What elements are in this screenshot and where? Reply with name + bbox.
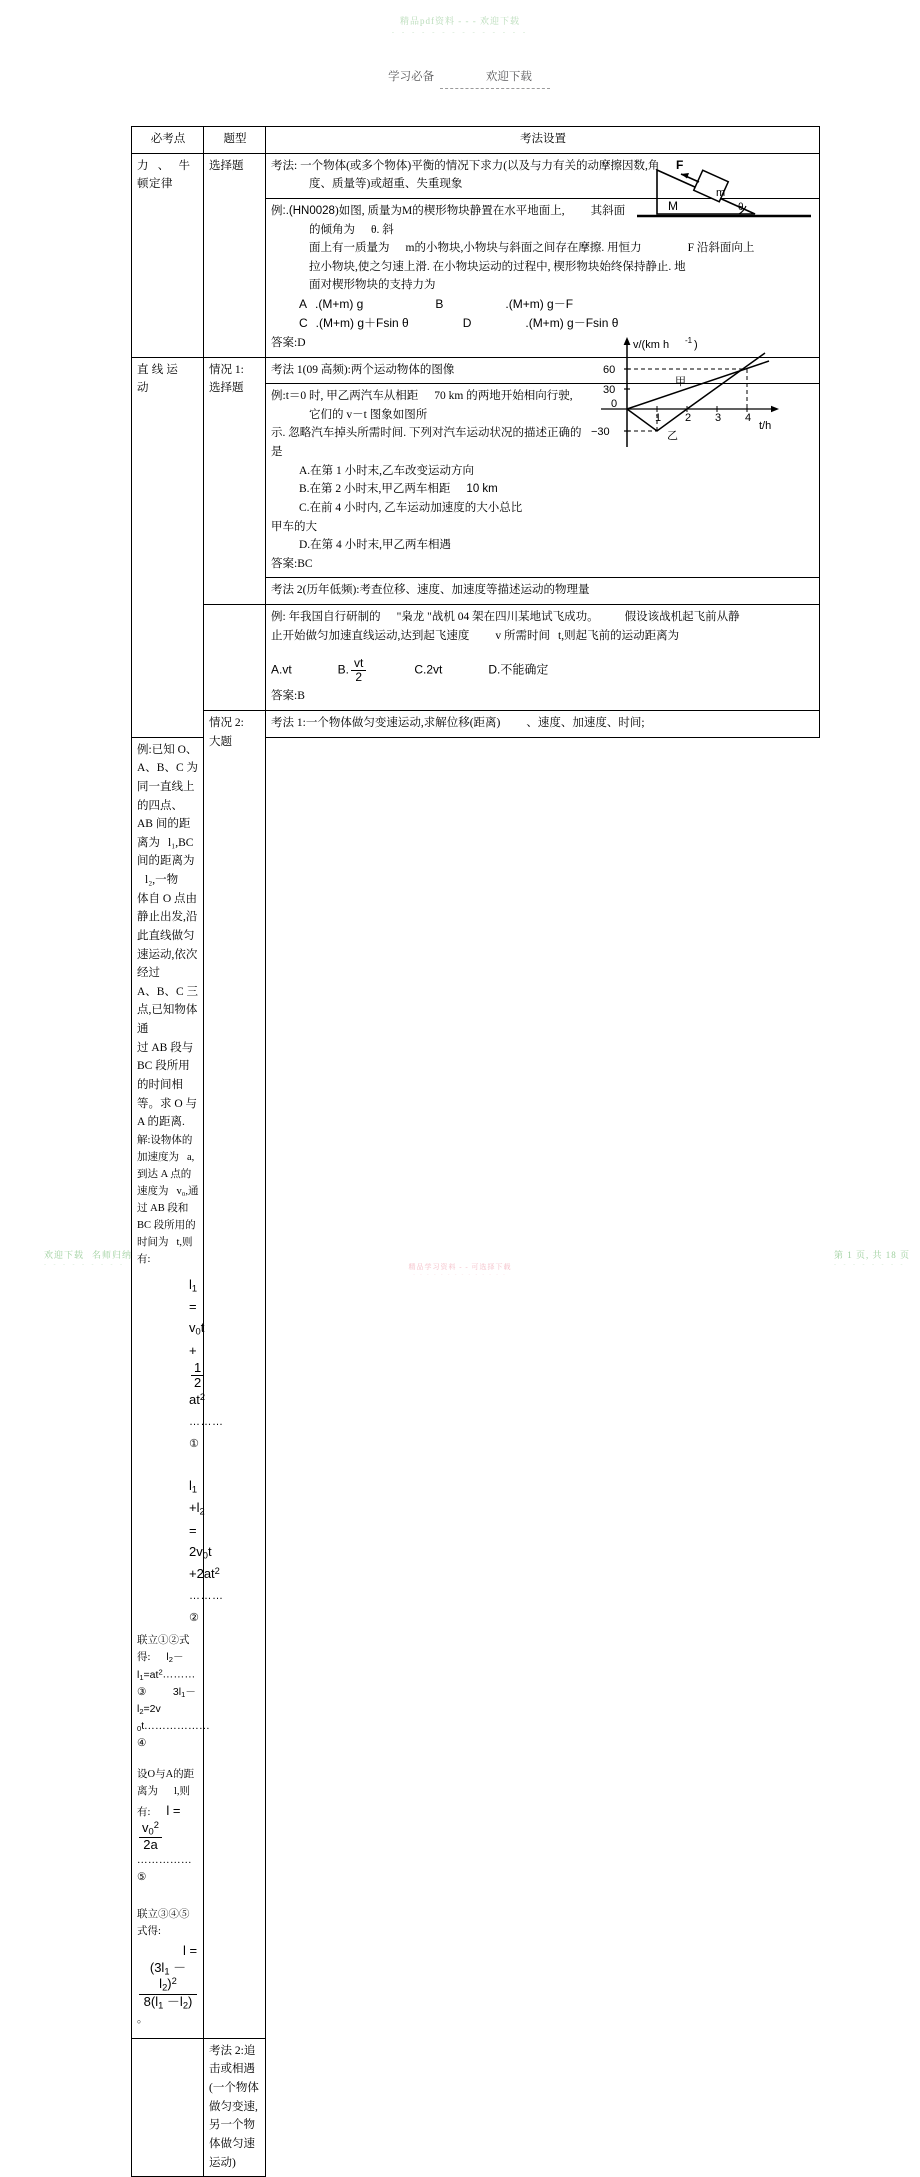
- option-c-label: C: [299, 316, 308, 331]
- equation-1: $l_1 = v_0t$ + $\frac{1}{2}$ $at^2$: [189, 1276, 206, 1408]
- case1-option-c: C.在前 4 小时内, 乙车运动加速度的大小总比: [299, 501, 523, 514]
- option-c-text: .(M+m) g＋Fsin θ: [315, 316, 409, 331]
- equation-3: $l_2-l_1=at^2$: [137, 1651, 184, 1682]
- svg-text:t/h: t/h: [759, 420, 772, 433]
- case1-option-b: [271, 480, 815, 499]
- category-force-newton: [132, 153, 204, 357]
- answer-line-1: 答案:D: [271, 336, 306, 349]
- case1-answer2: 答案:B: [271, 690, 305, 703]
- case2-ex-e: 体自 O 点由静止出发,沿此直线做匀速运动,依次经过: [137, 892, 198, 980]
- case2-ex-line1: [137, 741, 199, 890]
- case2-label-line2: 大题: [209, 735, 232, 748]
- case1-ex-text-a: 例:t＝0 时, 甲乙两汽车从相距: [271, 390, 419, 403]
- svg-text:1: 1: [655, 412, 662, 425]
- case1-ex2-e: v 所需时间: [495, 629, 550, 642]
- option-row-ab: [271, 295, 815, 314]
- svg-text:v/(km h: v/(km h: [633, 339, 670, 352]
- case1-option-b-value: 10 km: [466, 483, 498, 496]
- case1-ex2-f: t,则起飞前的运动距离为: [558, 629, 680, 642]
- force-label-F: F: [676, 157, 684, 172]
- case1-option-b-text: B.在第 2 小时末,甲乙两车相距: [299, 483, 451, 496]
- case2-kaofa1-b: 、速度、加速度、时间;: [526, 717, 645, 730]
- wedge-label-M: M: [668, 198, 678, 213]
- svg-text:60: 60: [603, 364, 616, 377]
- top-watermark-text: 精品pdf资料 - - - 欢迎下载: [400, 16, 520, 26]
- footer-left-text-b: 名师归纳: [92, 1250, 133, 1260]
- case1-option-d: D.在第 4 小时末,甲乙两车相遇: [299, 539, 452, 552]
- equation-row-3: [137, 1766, 199, 1886]
- example-line-2: [271, 239, 815, 258]
- case2-ex-line2: [137, 890, 199, 1039]
- example-text-2b: m的小物块,小物块与斜面之间存在摩擦. 用恒力: [405, 242, 642, 255]
- case2-ex-f: A、B、C 三点,已知物体通: [137, 985, 199, 1036]
- fraction-one-half: $\frac{1}{2}$: [191, 1361, 204, 1389]
- case1-ex-text-c: 它们的 v－t 图象如图所: [309, 408, 428, 421]
- svg-text:-1: -1: [685, 336, 693, 346]
- svg-text:4: 4: [745, 412, 752, 425]
- equation-6-intro: 联立③④⑤式得:: [137, 1909, 190, 1938]
- case1-spacer-label: [204, 605, 266, 711]
- equation-6-tail: 。: [137, 2013, 148, 2025]
- svg-text:3: 3: [715, 412, 722, 425]
- equation-row-4: [137, 1906, 199, 2028]
- option-b-label: B: [435, 297, 444, 311]
- header-divider: [440, 88, 550, 89]
- case1-kaofa2-cell: 考法 2(历年低频):考查位移、速度、加速度等描述运动的物理量: [266, 578, 820, 605]
- case1-kaofa1-cell: 考法 1(09 高频):两个运动物体的图像: [266, 357, 820, 384]
- option-a-text: .(M+m) g: [315, 297, 364, 311]
- option-d-text: .(M+m) g－Fsin θ: [525, 316, 619, 331]
- angle-label-theta: θ: [738, 201, 744, 213]
- svg-text:甲: 甲: [675, 376, 686, 389]
- top-watermark: [0, 14, 920, 36]
- bottom-watermark-dots: - - - - - - - - - - - - - -: [413, 1273, 507, 1278]
- svg-text:): ): [694, 339, 698, 352]
- equation-5-tag: ……………⑤: [137, 1855, 192, 1884]
- footer-left-text-a: 欢迎下载: [44, 1250, 85, 1260]
- svg-text:−30: −30: [591, 426, 610, 439]
- example-text-2a: 面上有一质量为: [309, 242, 390, 255]
- case2-label: [204, 711, 266, 2039]
- svg-text:30: 30: [603, 384, 616, 397]
- option-b-text: .(M+m) g－F: [505, 297, 574, 311]
- header-cell-category: 必考点: [132, 127, 204, 154]
- velocity-time-graph: [589, 335, 815, 457]
- case1-ex2-line2: [271, 627, 815, 646]
- top-watermark-dots: - - - - - - - - - - - - - -: [391, 28, 529, 36]
- case1-label: [204, 357, 266, 605]
- case1-ex2-b: "枭龙 "战机 04 架在四川某地试飞成功。: [396, 611, 599, 623]
- example-line-4: 面对楔形物块的支持力为: [309, 279, 436, 292]
- equation-5-intro2: l,则有:: [137, 1786, 191, 1819]
- case2-sol-c: v₀,通过 AB 段和 BC 段所用的时间为: [137, 1185, 199, 1248]
- equation-3-intro: 联立①②式得:: [137, 1635, 190, 1664]
- case1-answer: 答案:BC: [271, 557, 313, 570]
- case2-sol-a: 解:设物体的加速度为: [137, 1134, 193, 1163]
- case1-option-a: A.在第 1 小时末,乙车改变运动方向: [299, 464, 475, 477]
- equation-5: l = $\frac{v_0^2}{2a}$: [137, 1803, 181, 1843]
- case1-label-line1: 情况 1:: [209, 363, 244, 376]
- equation-4-tag: ……………… ④: [137, 1720, 211, 1750]
- page-header: [0, 68, 920, 84]
- category-line-2: 顿定律: [137, 178, 173, 191]
- equation-2: $l_1 +l_2 = 2v_0t +2at^2$: [189, 1477, 220, 1582]
- exam-points-table: [131, 126, 820, 2177]
- category2-line-1: 直线运: [137, 363, 182, 376]
- example-text-2c: F 沿斜面向上: [687, 242, 755, 255]
- kaofa-line-1: 考法: 一个物体(或多个物体)平衡的情况下求力(以及与力有关的动摩擦因数,角: [271, 159, 660, 172]
- case2-label-empty: [132, 2038, 204, 2176]
- category-linear-motion: [132, 357, 204, 737]
- case1-option-c-cont: 甲车的大: [271, 520, 317, 533]
- example-text-1c: M的楔形物块静置在水平地面上,: [402, 204, 565, 217]
- equation-2-tag: ………②: [189, 1590, 224, 1625]
- footer-left-dots: - - - - - - - - -: [44, 1262, 125, 1268]
- case1-ex2-c: 假设该战机起飞前从静: [624, 611, 740, 623]
- wedge-incline-diagram: [635, 154, 813, 226]
- case1-opt2-d: D.不能确定: [488, 662, 549, 677]
- category2-line-2: 动: [137, 382, 149, 395]
- case1-ex2-line1: [271, 608, 815, 627]
- block-label-m: m: [716, 186, 726, 199]
- equation-6: l = $\frac{(3l_1 -l_2)^2}{8(l_1 -l_2)}$: [137, 1943, 199, 1992]
- table-row: [132, 2038, 820, 2176]
- svg-text:2: 2: [685, 412, 692, 425]
- equation-row-2: [137, 1632, 211, 1752]
- footer-page-label: 第 1 页, 共 18 页: [833, 1250, 910, 1260]
- case1-ex-text-b: 70 km 的两地开始相向行驶,: [434, 390, 573, 403]
- header-cell-methods: 考法设置: [266, 127, 820, 154]
- equation-3-tag: ………③: [137, 1669, 196, 1698]
- case1-example-line2: 示. 忽略汽车掉头所需时间. 下列对汽车运动状况的描述正确的是: [271, 427, 582, 458]
- case2-ex-c: l₁,BC 间的距离为: [137, 836, 195, 868]
- footer-right-dots: - - - - - - - -: [833, 1262, 906, 1268]
- example-line-3: 拉小物块,使之匀速上滑. 在小物块运动的过程中, 楔形物块始终保持静止. 地: [309, 260, 686, 273]
- case2-ex-b: AB 间的距离为: [137, 818, 191, 849]
- fraction-final-answer: $\frac{(3l_1 -l_2)^2}{8(l_1 -l_2)}$: [139, 1961, 197, 2011]
- example-text-1d: 其斜面的倾角为: [309, 204, 626, 236]
- option-d-label: D: [462, 316, 472, 331]
- equation-4: $3l_1-l_2=2v$ $_0$t: [137, 1685, 196, 1733]
- svg-text:0: 0: [611, 398, 618, 411]
- fraction-denominator: 2: [351, 670, 366, 684]
- question-type-choice: 选择题: [204, 153, 266, 357]
- case1-opt2-c: C.2vt: [414, 662, 443, 677]
- header-right-text: 欢迎下载: [485, 71, 532, 83]
- equation-5-intro: 设O与A的距离为: [137, 1769, 195, 1798]
- equation-1-tag: ………①: [189, 1416, 224, 1451]
- case2-kaofa1-a: 考法 1:一个物体做匀变速运动,求解位移(距离): [271, 717, 501, 730]
- option-a-label: A: [299, 297, 308, 311]
- case2-label-line1: 情况 2:: [209, 717, 244, 730]
- fraction-vt-over-2: [351, 657, 366, 683]
- example-text-1e: θ. 斜: [371, 223, 394, 236]
- example-text-1b: )如图, 质量为: [334, 204, 403, 217]
- bottom-watermark-text: 精品学习资料 - - 可选择下载: [408, 1263, 512, 1271]
- kaofa-line-2: 度、质量等)或超重、失重现象: [309, 178, 463, 191]
- option-row-cd: [271, 314, 815, 333]
- header-cell-type: 题型: [204, 127, 266, 154]
- case1-ex2-a: 例: 年我国自行研制的: [271, 611, 381, 623]
- svg-text:乙: 乙: [667, 430, 678, 443]
- case2-sol-b: a,到达 A 点的速度为: [137, 1151, 195, 1197]
- example-code-prefix: 例:.(HN0028: [271, 204, 335, 217]
- case2-ex-line3: 过 AB 段与 BC 段所用的时间相等。求 O 与 A 的距离.: [137, 1041, 198, 1129]
- table-row: [132, 605, 820, 711]
- case2-ex-d: l₂,一物: [145, 874, 179, 887]
- bottom-watermark: [0, 1262, 920, 1278]
- fraction-v0sq-over-2a: $\frac{v_0^2}{2a}$: [139, 1821, 162, 1852]
- case2-sol-d: t,则有:: [137, 1236, 193, 1265]
- case1-options2: [271, 657, 815, 683]
- case2-solution-line1: [137, 1132, 199, 1268]
- header-left-text: 学习必备: [388, 71, 435, 83]
- category-line-1: 力 、 牛: [137, 159, 194, 172]
- table-row: [132, 711, 820, 738]
- case1-opt2-a: A.vt: [271, 662, 292, 677]
- case1-label-line2: 选择题: [209, 382, 244, 395]
- equation-row-1: [137, 1274, 224, 1628]
- case2-ex-a: 例:已知 O、A、B、C 为同一直线上的四点、: [137, 743, 199, 812]
- case1-opt2-b-label: B.: [337, 662, 350, 677]
- case2-kaofa2-cell: 考法 2:追击或相遇(一个物体做匀变速,另一个物体做匀速运动): [204, 2038, 266, 2176]
- fraction-numerator: vt: [354, 656, 364, 671]
- case2-kaofa1-cell: [266, 711, 820, 738]
- table-header-row: [132, 127, 820, 154]
- case1-example2-cell: [266, 605, 820, 711]
- case1-ex2-d: 止开始做匀加速直线运动,达到起飞速度: [271, 629, 470, 642]
